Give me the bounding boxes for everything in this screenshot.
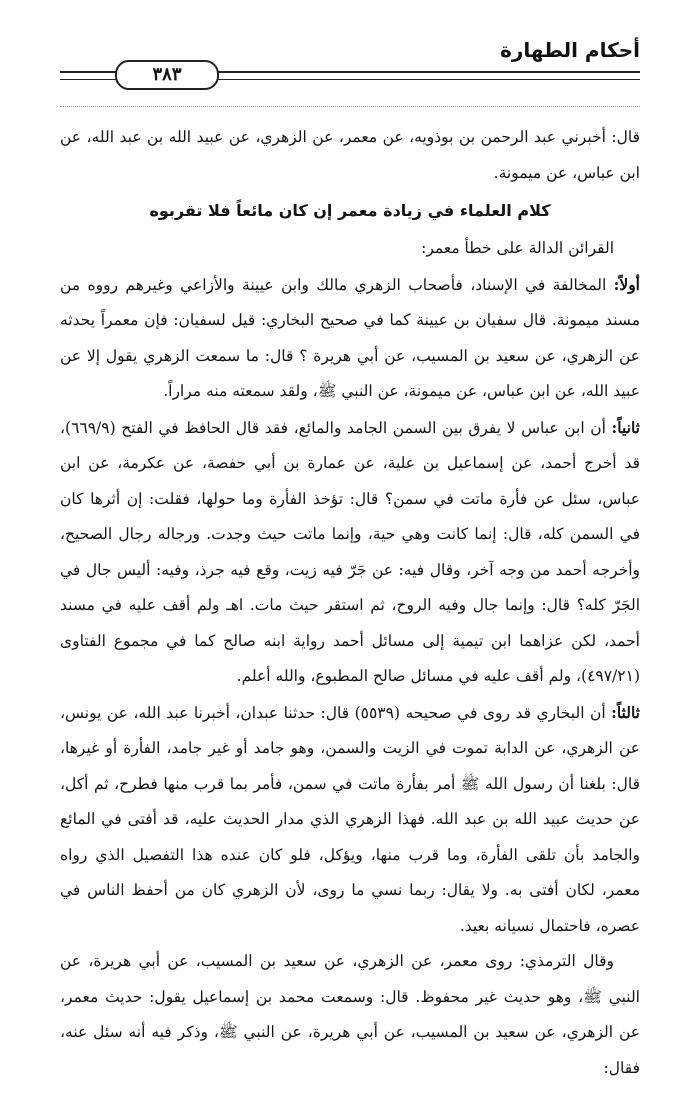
book-title: أحكام الطهارة [500, 38, 640, 62]
page-number: ٣٨٣ [152, 64, 182, 85]
paragraph-2: القرائن الدالة على خطأ معمر: [421, 239, 614, 257]
paragraph-6: وقال الترمذي: روى معمر، عن الزهري، عن سعيد بن المسيب، عن أبي هريرة، عن النبي ﷺ، وهو حديث غير محفوظ. قال: وسمعت محمد بن إسماعيل يقول: حديث معمر، عن الزهري، عن سعيد بن المسيب، عن أبي هريرة، عن النبي ﷺ، وذكر فيه أنه سئل عنه، فقال: [60, 952, 640, 1077]
paragraph-3 [60, 267, 640, 410]
paragraph-5 [60, 695, 640, 945]
page-header [60, 38, 640, 98]
paragraph-4-text: أن ابن عباس لا يفرق بين السمن الجامد والمائع، فقد قال الحافظ في الفتح (٦٦٩/٩)، قد أخرج أحمد، عن إسماعيل بن علية، عن عمارة بن أبي حفصة، عن عكرمة، عن ابن عباس، سئل عن فأرة ماتت في سمن؟ قال: تؤخذ الفأرة وما حولها، فقلت: إن أثرها كان في السمن كله، قال: إنما كانت وهي حية، وإنما ماتت حيث وجدت. ورجاله رجال الصحيح، وأخرجه أحمد من وجه آخر، وقال فيه: عن جَرّ فيه زيت، وقع فيه جرذ، وفيه: أليس جال في الجَرّ كله؟ قال: وإنما جال وفيه الروح، ثم استقر حيث مات. اهـ ولم أقف عليه في مسند أحمد، لكن عزاهما ابن تيمية إلى مسائل أحمد رواية ابنه صالح كما في مجموع الفتاوى (٤٩٧/٢١)، ولم أقف عليه في مسائل صالح المطبوع، والله أعلم. [60, 418, 640, 685]
page-body [60, 120, 640, 1086]
paragraph-1: قال: أخبرني عبد الرحمن بن بوذويه، عن معمر، عن الزهري، عن عبيد الله بن عبد الله، عن ابن عباس، عن ميمونة. [60, 128, 640, 182]
paragraph-5-text: أن البخاري قد روى في صحيحه (٥٥٣٩) قال: حدثنا عبدان، أخبرنا عبد الله، عن يونس، عن الزهري، عن الدابة تموت في الزيت والسمن، وهو جامد أو غير جامد، الفأرة أو غيرها، قال: بلغنا أن رسول الله ﷺ أمر بفأرة ماتت في سمن، فأمر بما قرب منها فطرح، ثم أكل، عن حديث عبيد الله بن عبد الله. فهذا الزهري الذي مدار الحديث عليه، قد أفتى في المائع والجامد بأن تلقى الفأرة، وما قرب منها، ويؤكل، فلو كان عنده هذا التفصيل الذي رواه معمر، لكان أفتى به. ولا يقال: ربما نسي ما روى، لأن الزهري كان من أحفظ الناس في عصره، فاحتمال نسيانه بعيد. [60, 703, 640, 935]
header-dotted-rule [60, 106, 640, 107]
page-number-badge [115, 60, 219, 90]
paragraph-5-lead: ثالثاً: [611, 702, 640, 722]
paragraph-4 [60, 410, 640, 695]
paragraph-3-lead: أولاً: [613, 274, 640, 294]
paragraph-4-lead: ثانياً: [611, 417, 640, 437]
section-heading: كلام العلماء في زيادة معمر إن كان مائعاً فلا تقربوه [149, 201, 551, 220]
paragraph-3-text: المخالفة في الإسناد، فأصحاب الزهري مالك وابن عيينة والأزاعي وغيرهم رووه من مسند ميمونة. قال سفيان بن عيينة كما في صحيح البخاري: قيل لسفيان: فإن معمراً يحدثه عن الزهري، عن سعيد بن المسيب، عن أبي هريرة ؟ قال: ما سمعت الزهري يقول إلا عن عبيد الله، عن ابن عباس، عن ميمونة، عن النبي ﷺ، ولقد سمعته منه مراراً. [60, 275, 640, 400]
